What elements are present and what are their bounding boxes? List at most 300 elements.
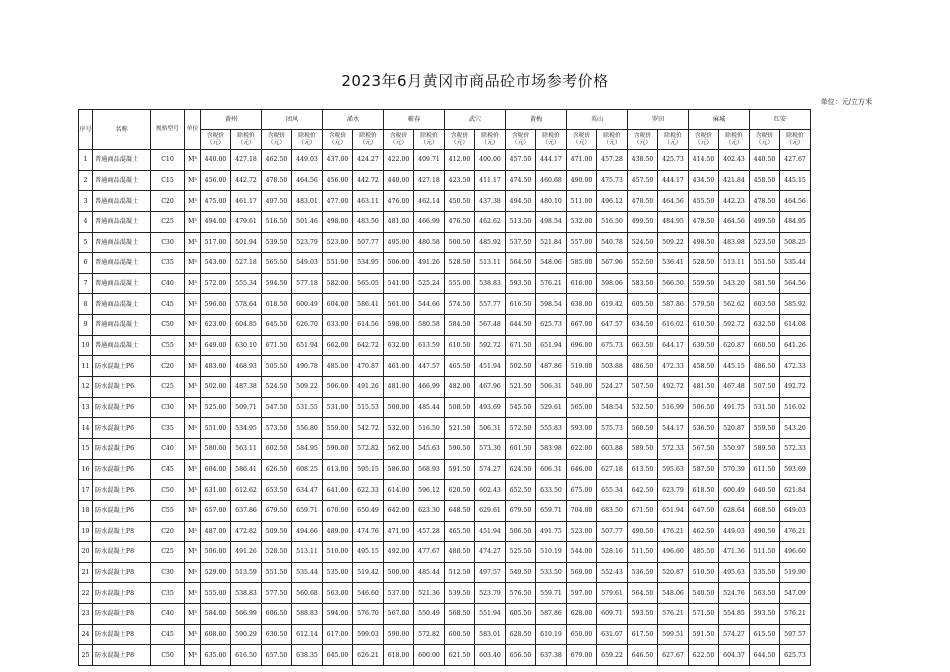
spec-grade: C30 bbox=[151, 397, 185, 418]
price-incl-tax: 440.00 bbox=[201, 150, 231, 171]
price-incl-tax: 593.50 bbox=[750, 604, 780, 625]
price-excl-tax: 683.50 bbox=[597, 500, 628, 521]
table-row bbox=[79, 377, 811, 398]
price-excl-tax: 600.49 bbox=[719, 480, 750, 501]
product-name: 防水混凝土P8 bbox=[93, 521, 151, 542]
price-excl-tax: 451.94 bbox=[475, 521, 506, 542]
price-excl-tax: 614.08 bbox=[780, 315, 811, 336]
price-excl-tax: 625.73 bbox=[780, 645, 811, 666]
price-excl-tax: 620.87 bbox=[719, 335, 750, 356]
table-row bbox=[79, 459, 811, 480]
price-table bbox=[78, 109, 811, 666]
price-incl-tax: 531.50 bbox=[750, 397, 780, 418]
price-incl-tax: 704.00 bbox=[567, 500, 597, 521]
price-excl-tax: 508.25 bbox=[780, 232, 811, 253]
price-incl-tax: 490.00 bbox=[567, 170, 597, 191]
price-incl-tax: 532.00 bbox=[567, 211, 597, 232]
price-excl-tax: 604.37 bbox=[719, 645, 750, 666]
price-excl-tax: 583.01 bbox=[475, 624, 506, 645]
price-incl-tax: 506.50 bbox=[689, 397, 719, 418]
price-excl-tax: 545.63 bbox=[414, 438, 445, 459]
price-excl-tax: 599.51 bbox=[658, 624, 689, 645]
price-excl-tax: 479.61 bbox=[231, 211, 262, 232]
price-excl-tax: 638.35 bbox=[292, 645, 323, 666]
price-incl-tax: 474.50 bbox=[506, 170, 536, 191]
price-excl-tax: 598.06 bbox=[597, 273, 628, 294]
product-name: 防水混凝土P8 bbox=[93, 604, 151, 625]
product-name: 防水混凝土P8 bbox=[93, 645, 151, 666]
price-incl-tax: 541.00 bbox=[384, 273, 414, 294]
price-incl-tax: 487.00 bbox=[201, 521, 231, 542]
price-excl-tax: 576.21 bbox=[536, 273, 567, 294]
region-header: 黄州 bbox=[201, 110, 262, 130]
price-incl-tax: 539.50 bbox=[262, 232, 292, 253]
price-incl-tax: 645.00 bbox=[323, 645, 353, 666]
price-incl-tax: 602.50 bbox=[262, 438, 292, 459]
price-incl-tax: 639.50 bbox=[689, 335, 719, 356]
price-excl-tax: 515.53 bbox=[353, 397, 384, 418]
price-incl-tax: 584.00 bbox=[201, 604, 231, 625]
price-excl-tax: 462.14 bbox=[414, 191, 445, 212]
price-incl-tax: 564.50 bbox=[628, 583, 658, 604]
price-incl-tax: 450.50 bbox=[445, 191, 475, 212]
price-excl-tax: 525.24 bbox=[414, 273, 445, 294]
price-excl-tax: 612.14 bbox=[292, 624, 323, 645]
price-excl-tax-header: 除税价（元） bbox=[658, 130, 689, 150]
price-incl-tax: 494.00 bbox=[201, 211, 231, 232]
price-incl-tax: 523.50 bbox=[750, 232, 780, 253]
price-incl-tax: 663.50 bbox=[628, 335, 658, 356]
price-excl-tax: 463.11 bbox=[353, 191, 384, 212]
price-incl-tax: 505.50 bbox=[262, 356, 292, 377]
price-incl-tax: 528.50 bbox=[445, 253, 475, 274]
price-excl-tax-header: 除税价（元） bbox=[536, 130, 567, 150]
price-excl-tax: 457.28 bbox=[414, 521, 445, 542]
price-excl-tax: 554.85 bbox=[719, 604, 750, 625]
price-excl-tax: 524.76 bbox=[719, 583, 750, 604]
price-excl-tax: 546.60 bbox=[353, 583, 384, 604]
price-incl-tax: 465.50 bbox=[445, 521, 475, 542]
price-excl-tax: 538.83 bbox=[475, 273, 506, 294]
unit-note: 单位：元/立方米 bbox=[820, 98, 872, 106]
price-excl-tax: 598.54 bbox=[536, 294, 567, 315]
price-incl-tax: 510.00 bbox=[323, 542, 353, 563]
price-excl-tax: 506.31 bbox=[536, 377, 567, 398]
price-excl-tax: 540.78 bbox=[597, 232, 628, 253]
price-incl-tax: 502.00 bbox=[201, 377, 231, 398]
price-incl-tax: 495.00 bbox=[384, 232, 414, 253]
price-incl-tax: 596.00 bbox=[201, 294, 231, 315]
price-incl-tax: 509.50 bbox=[262, 521, 292, 542]
price-incl-tax: 597.00 bbox=[567, 583, 597, 604]
price-incl-tax: 618.00 bbox=[384, 645, 414, 666]
price-incl-tax: 523.00 bbox=[323, 232, 353, 253]
spec-grade: C35 bbox=[151, 253, 185, 274]
unit-cell: M³ bbox=[185, 191, 201, 212]
price-excl-tax: 560.68 bbox=[292, 583, 323, 604]
price-incl-tax: 565.50 bbox=[262, 253, 292, 274]
unit-cell: M³ bbox=[185, 315, 201, 336]
price-excl-tax: 464.56 bbox=[719, 211, 750, 232]
price-incl-tax: 671.50 bbox=[262, 335, 292, 356]
price-excl-tax: 551.94 bbox=[475, 604, 506, 625]
price-excl-tax: 651.94 bbox=[536, 335, 567, 356]
price-excl-tax: 495.63 bbox=[719, 562, 750, 583]
price-excl-tax: 496.60 bbox=[658, 542, 689, 563]
price-incl-tax: 506.00 bbox=[384, 253, 414, 274]
price-excl-tax: 587.86 bbox=[658, 294, 689, 315]
price-excl-tax: 603.88 bbox=[597, 438, 628, 459]
price-incl-tax: 679.00 bbox=[567, 645, 597, 666]
unit-cell: M³ bbox=[185, 542, 201, 563]
spec-grade: C50 bbox=[151, 315, 185, 336]
row-number: 25 bbox=[79, 645, 93, 666]
price-excl-tax: 565.05 bbox=[353, 273, 384, 294]
price-incl-tax-header: 含税价（元） bbox=[567, 130, 597, 150]
price-incl-tax: 551.00 bbox=[323, 253, 353, 274]
price-excl-tax: 409.71 bbox=[414, 150, 445, 171]
unit-cell: M³ bbox=[185, 418, 201, 439]
price-excl-tax: 485.92 bbox=[475, 232, 506, 253]
row-number: 8 bbox=[79, 294, 93, 315]
price-excl-tax: 516.50 bbox=[414, 418, 445, 439]
price-excl-tax: 467.96 bbox=[475, 377, 506, 398]
product-name: 普通商品混凝土 bbox=[93, 315, 151, 336]
price-excl-tax: 659.71 bbox=[292, 500, 323, 521]
spec-grade: C40 bbox=[151, 438, 185, 459]
price-incl-tax: 568.50 bbox=[445, 604, 475, 625]
table-row bbox=[79, 542, 811, 563]
price-excl-tax: 556.80 bbox=[292, 418, 323, 439]
price-incl-tax: 537.50 bbox=[506, 232, 536, 253]
price-excl-tax: 641.26 bbox=[780, 335, 811, 356]
price-incl-tax: 582.00 bbox=[323, 273, 353, 294]
region-header: 蕲春 bbox=[384, 110, 445, 130]
price-excl-tax: 501.94 bbox=[231, 232, 262, 253]
row-number: 3 bbox=[79, 191, 93, 212]
price-excl-tax: 484.95 bbox=[658, 211, 689, 232]
price-incl-tax: 500.00 bbox=[384, 562, 414, 583]
price-incl-tax: 572.50 bbox=[506, 418, 536, 439]
price-excl-tax: 631.07 bbox=[597, 624, 628, 645]
unit-cell: M³ bbox=[185, 645, 201, 666]
price-excl-tax: 583.98 bbox=[536, 438, 567, 459]
price-incl-tax: 589.50 bbox=[750, 438, 780, 459]
price-incl-tax: 622.50 bbox=[689, 645, 719, 666]
price-incl-tax: 579.50 bbox=[689, 294, 719, 315]
price-incl-tax: 499.50 bbox=[628, 211, 658, 232]
row-number: 13 bbox=[79, 397, 93, 418]
price-incl-tax: 632.00 bbox=[384, 335, 414, 356]
price-incl-tax: 547.50 bbox=[262, 397, 292, 418]
price-incl-tax: 512.50 bbox=[445, 562, 475, 583]
price-incl-tax: 648.50 bbox=[445, 500, 475, 521]
price-excl-tax: 625.73 bbox=[536, 315, 567, 336]
row-number: 15 bbox=[79, 438, 93, 459]
price-excl-tax: 622.33 bbox=[353, 480, 384, 501]
price-incl-tax: 458.50 bbox=[750, 170, 780, 191]
price-incl-tax: 613.50 bbox=[628, 459, 658, 480]
col-header-spec: 规格型号 bbox=[151, 110, 185, 150]
price-excl-tax: 590.29 bbox=[231, 624, 262, 645]
price-excl-tax: 650.49 bbox=[353, 500, 384, 521]
price-excl-tax: 491.26 bbox=[353, 377, 384, 398]
region-header: 罗田 bbox=[628, 110, 689, 130]
price-excl-tax: 449.03 bbox=[292, 150, 323, 171]
price-incl-tax: 604.00 bbox=[323, 294, 353, 315]
price-incl-tax-header: 含税价（元） bbox=[750, 130, 780, 150]
price-incl-tax: 462.50 bbox=[262, 150, 292, 171]
price-excl-tax: 492.72 bbox=[780, 377, 811, 398]
price-excl-tax: 627.18 bbox=[597, 459, 628, 480]
price-excl-tax: 602.43 bbox=[475, 480, 506, 501]
price-excl-tax: 567.96 bbox=[597, 253, 628, 274]
price-excl-tax: 578.64 bbox=[231, 294, 262, 315]
price-excl-tax: 442.23 bbox=[719, 191, 750, 212]
price-incl-tax: 440.50 bbox=[750, 150, 780, 171]
price-excl-tax: 572.33 bbox=[780, 438, 811, 459]
price-excl-tax: 495.15 bbox=[353, 542, 384, 563]
price-incl-tax: 613.00 bbox=[323, 459, 353, 480]
price-incl-tax: 587.50 bbox=[689, 459, 719, 480]
price-incl-tax-header: 含税价（元） bbox=[628, 130, 658, 150]
price-incl-tax: 478.50 bbox=[689, 211, 719, 232]
price-incl-tax: 640.50 bbox=[750, 480, 780, 501]
price-incl-tax: 540.00 bbox=[567, 377, 597, 398]
price-incl-tax: 471.00 bbox=[384, 521, 414, 542]
price-excl-tax: 519.90 bbox=[780, 562, 811, 583]
price-incl-tax: 488.50 bbox=[445, 542, 475, 563]
product-name: 普通商品混凝土 bbox=[93, 170, 151, 191]
price-incl-tax: 519.00 bbox=[567, 356, 597, 377]
price-incl-tax: 412.00 bbox=[445, 150, 475, 171]
price-excl-tax: 623.79 bbox=[658, 480, 689, 501]
price-excl-tax: 588.83 bbox=[292, 604, 323, 625]
price-incl-tax: 500.00 bbox=[384, 397, 414, 418]
spec-grade: C30 bbox=[151, 232, 185, 253]
price-incl-tax: 594.00 bbox=[323, 604, 353, 625]
price-incl-tax: 511.50 bbox=[628, 542, 658, 563]
price-incl-tax: 536.50 bbox=[628, 562, 658, 583]
table-row bbox=[79, 170, 811, 191]
price-incl-tax: 492.00 bbox=[384, 542, 414, 563]
price-incl-tax: 551.50 bbox=[750, 253, 780, 274]
table-row bbox=[79, 335, 811, 356]
product-name: 防水混凝土P8 bbox=[93, 624, 151, 645]
price-excl-tax: 563.11 bbox=[231, 438, 262, 459]
col-header-unit: 单位 bbox=[185, 110, 201, 150]
price-incl-tax: 497.50 bbox=[262, 191, 292, 212]
price-incl-tax: 485.00 bbox=[323, 356, 353, 377]
price-excl-tax: 528.16 bbox=[597, 542, 628, 563]
region-header: 武穴 bbox=[445, 110, 506, 130]
unit-cell: M³ bbox=[185, 521, 201, 542]
row-number: 6 bbox=[79, 253, 93, 274]
unit-cell: M³ bbox=[185, 253, 201, 274]
price-excl-tax: 501.46 bbox=[292, 211, 323, 232]
price-incl-tax: 611.50 bbox=[750, 459, 780, 480]
price-excl-tax: 547.09 bbox=[780, 583, 811, 604]
price-incl-tax: 679.50 bbox=[262, 500, 292, 521]
price-excl-tax: 472.82 bbox=[231, 521, 262, 542]
price-incl-tax: 641.00 bbox=[323, 480, 353, 501]
price-excl-tax: 520.87 bbox=[658, 562, 689, 583]
table-row bbox=[79, 438, 811, 459]
row-number: 24 bbox=[79, 624, 93, 645]
price-incl-tax: 513.50 bbox=[506, 211, 536, 232]
price-incl-tax: 657.00 bbox=[201, 500, 231, 521]
price-excl-tax: 610.19 bbox=[536, 624, 567, 645]
row-number: 12 bbox=[79, 377, 93, 398]
price-incl-tax: 605.50 bbox=[506, 604, 536, 625]
unit-cell: M³ bbox=[185, 500, 201, 521]
product-name: 防水混凝土P6 bbox=[93, 500, 151, 521]
spec-grade: C40 bbox=[151, 273, 185, 294]
price-excl-tax: 523.79 bbox=[292, 232, 323, 253]
price-incl-tax: 590.50 bbox=[445, 438, 475, 459]
product-name: 普通商品混凝土 bbox=[93, 191, 151, 212]
price-incl-tax: 559.50 bbox=[689, 273, 719, 294]
spec-grade: C50 bbox=[151, 645, 185, 666]
price-incl-tax: 486.50 bbox=[628, 356, 658, 377]
price-excl-tax: 476.21 bbox=[658, 521, 689, 542]
price-excl-tax: 628.64 bbox=[719, 500, 750, 521]
price-excl-tax: 637.86 bbox=[231, 500, 262, 521]
row-number: 23 bbox=[79, 604, 93, 625]
price-incl-tax: 524.50 bbox=[628, 232, 658, 253]
price-incl-tax: 511.50 bbox=[750, 542, 780, 563]
spec-grade: C35 bbox=[151, 583, 185, 604]
price-excl-tax: 464.56 bbox=[658, 191, 689, 212]
price-excl-tax: 574.27 bbox=[475, 459, 506, 480]
price-incl-tax: 465.50 bbox=[445, 356, 475, 377]
spec-grade: C45 bbox=[151, 459, 185, 480]
price-excl-tax: 634.47 bbox=[292, 480, 323, 501]
region-header: 红安 bbox=[750, 110, 811, 130]
price-incl-tax: 557.00 bbox=[567, 232, 597, 253]
row-number: 22 bbox=[79, 583, 93, 604]
price-excl-tax: 531.55 bbox=[292, 397, 323, 418]
row-number: 1 bbox=[79, 150, 93, 171]
price-incl-tax: 476.50 bbox=[445, 211, 475, 232]
price-excl-tax: 444.17 bbox=[536, 150, 567, 171]
price-incl-tax: 507.50 bbox=[628, 377, 658, 398]
product-name: 防水混凝土P6 bbox=[93, 356, 151, 377]
price-excl-tax: 480.58 bbox=[414, 232, 445, 253]
price-excl-tax: 535.44 bbox=[780, 253, 811, 274]
price-excl-tax: 576.21 bbox=[780, 604, 811, 625]
unit-cell: M³ bbox=[185, 583, 201, 604]
price-excl-tax: 516.50 bbox=[597, 211, 628, 232]
price-incl-tax: 477.00 bbox=[323, 191, 353, 212]
row-number: 19 bbox=[79, 521, 93, 542]
price-excl-tax: 543.20 bbox=[719, 273, 750, 294]
price-incl-tax: 555.00 bbox=[445, 273, 475, 294]
table-row bbox=[79, 500, 811, 521]
price-excl-tax: 577.18 bbox=[292, 273, 323, 294]
row-number: 10 bbox=[79, 335, 93, 356]
price-excl-tax: 550.97 bbox=[719, 438, 750, 459]
price-excl-tax: 619.42 bbox=[597, 294, 628, 315]
price-incl-tax: 507.50 bbox=[750, 377, 780, 398]
unit-cell: M³ bbox=[185, 562, 201, 583]
price-incl-tax: 662.00 bbox=[323, 335, 353, 356]
unit-cell: M³ bbox=[185, 294, 201, 315]
price-incl-tax: 617.50 bbox=[628, 624, 658, 645]
price-excl-tax: 597.57 bbox=[780, 624, 811, 645]
price-incl-tax-header: 含税价（元） bbox=[384, 130, 414, 150]
price-excl-tax-header: 除税价（元） bbox=[719, 130, 750, 150]
price-incl-tax: 646.50 bbox=[628, 645, 658, 666]
price-incl-tax: 540.50 bbox=[689, 583, 719, 604]
table-row bbox=[79, 418, 811, 439]
unit-cell: M³ bbox=[185, 211, 201, 232]
price-excl-tax: 490.78 bbox=[292, 356, 323, 377]
unit-cell: M³ bbox=[185, 480, 201, 501]
row-number: 11 bbox=[79, 356, 93, 377]
price-excl-tax-header: 除税价（元） bbox=[414, 130, 445, 150]
price-incl-tax: 679.50 bbox=[506, 500, 536, 521]
price-excl-tax: 572.82 bbox=[414, 624, 445, 645]
product-name: 普通商品混凝土 bbox=[93, 211, 151, 232]
price-excl-tax: 529.61 bbox=[536, 397, 567, 418]
price-incl-tax: 696.00 bbox=[567, 335, 597, 356]
price-excl-tax: 606.31 bbox=[536, 459, 567, 480]
price-incl-tax: 481.50 bbox=[689, 377, 719, 398]
price-excl-tax: 573.30 bbox=[475, 438, 506, 459]
unit-cell: M³ bbox=[185, 335, 201, 356]
table-row bbox=[79, 397, 811, 418]
price-excl-tax: 487.86 bbox=[536, 356, 567, 377]
price-incl-tax: 621.50 bbox=[445, 645, 475, 666]
price-incl-tax: 667.00 bbox=[567, 315, 597, 336]
price-excl-tax: 544.66 bbox=[414, 294, 445, 315]
price-excl-tax: 513.11 bbox=[475, 253, 506, 274]
price-excl-tax: 536.41 bbox=[658, 253, 689, 274]
price-incl-tax: 506.00 bbox=[323, 377, 353, 398]
price-incl-tax: 508.50 bbox=[445, 397, 475, 418]
price-excl-tax: 425.73 bbox=[658, 150, 689, 171]
price-excl-tax: 487.38 bbox=[231, 377, 262, 398]
price-incl-tax: 521.50 bbox=[445, 418, 475, 439]
price-incl-tax: 482.00 bbox=[445, 377, 475, 398]
spec-grade: C55 bbox=[151, 335, 185, 356]
price-excl-tax: 576.21 bbox=[658, 604, 689, 625]
price-excl-tax: 507.77 bbox=[353, 232, 384, 253]
table-row bbox=[79, 562, 811, 583]
price-incl-tax: 478.50 bbox=[750, 191, 780, 212]
price-incl-tax: 486.50 bbox=[750, 356, 780, 377]
price-excl-tax-header: 除税价（元） bbox=[231, 130, 262, 150]
price-incl-tax: 455.50 bbox=[689, 191, 719, 212]
spec-grade: C40 bbox=[151, 604, 185, 625]
price-incl-tax: 567.00 bbox=[384, 604, 414, 625]
price-incl-tax: 490.50 bbox=[750, 521, 780, 542]
price-excl-tax: 516.99 bbox=[658, 397, 689, 418]
price-incl-tax: 563.50 bbox=[750, 583, 780, 604]
price-excl-tax: 507.77 bbox=[597, 521, 628, 542]
price-excl-tax: 548.06 bbox=[658, 583, 689, 604]
table-row bbox=[79, 521, 811, 542]
price-excl-tax: 442.72 bbox=[231, 170, 262, 191]
price-excl-tax: 642.72 bbox=[353, 335, 384, 356]
price-incl-tax: 531.00 bbox=[323, 397, 353, 418]
price-incl-tax: 506.50 bbox=[506, 521, 536, 542]
price-excl-tax: 472.33 bbox=[780, 356, 811, 377]
region-header: 麻城 bbox=[689, 110, 750, 130]
price-incl-tax: 423.50 bbox=[445, 170, 475, 191]
price-incl-tax: 528.50 bbox=[689, 253, 719, 274]
